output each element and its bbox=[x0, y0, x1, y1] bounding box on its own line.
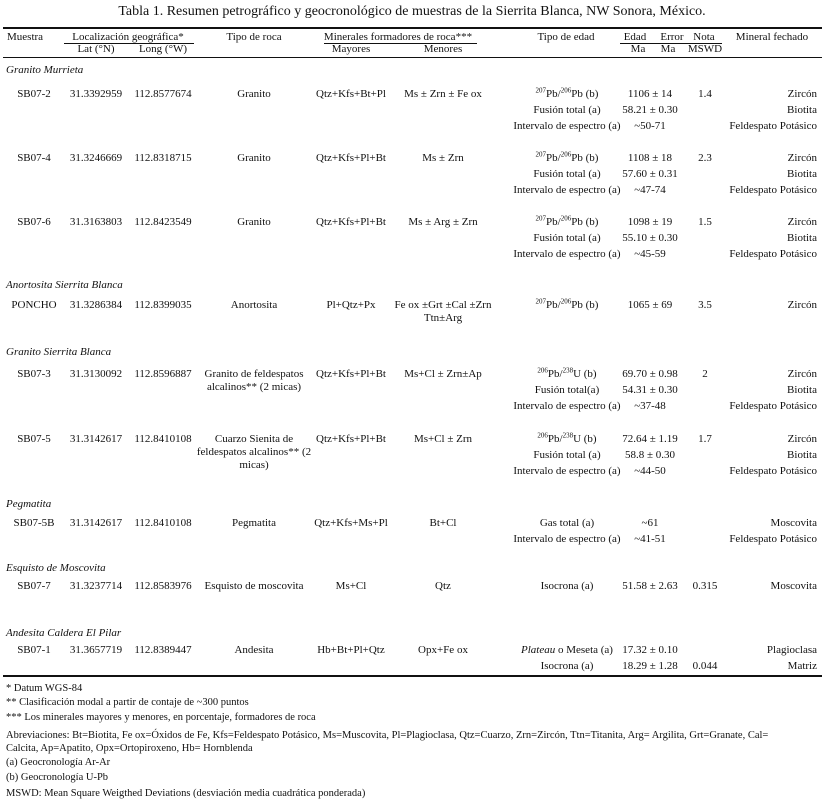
rock-type: Cuarzo Sienita de feldespatos alcalinos** (2 micas) bbox=[196, 433, 312, 471]
sample-long: 112.8389447 bbox=[134, 644, 192, 656]
dated-mineral: Zircón bbox=[787, 433, 817, 445]
dated-mineral: Plagioclasa bbox=[766, 644, 817, 656]
dated-mineral: Zircón bbox=[787, 216, 817, 228]
sample-lat: 31.3142617 bbox=[69, 433, 123, 445]
dated-mineral: Zircón bbox=[787, 88, 817, 100]
header-bottom-rule bbox=[3, 57, 822, 58]
dated-mineral: Biotita bbox=[787, 232, 817, 244]
age-value: ~44-50 bbox=[634, 465, 666, 477]
sample-long: 112.8583976 bbox=[134, 580, 192, 592]
group-label: Esquisto de Moscovita bbox=[6, 562, 106, 574]
age-type: Gas total (a) bbox=[539, 517, 595, 529]
dated-mineral: Feldespato Potásico bbox=[729, 184, 817, 196]
age-type: Intervalo de espectro (a) bbox=[513, 465, 621, 477]
mswd-value: 0.044 bbox=[692, 660, 718, 672]
group-label: Anortosita Sierrita Blanca bbox=[6, 279, 123, 291]
age-type: $^{206}$Pb/$^{238}$U (b) bbox=[537, 431, 597, 445]
sample-id: SB07-2 bbox=[17, 88, 51, 100]
footnote-1: * Datum WGS-84 bbox=[6, 683, 83, 694]
dated-mineral: Feldespato Potásico bbox=[729, 248, 817, 260]
age-value: 1098 ± 19 bbox=[627, 216, 673, 228]
header-lat: Lat (°N) bbox=[77, 43, 115, 55]
sample-lat: 31.3286384 bbox=[69, 299, 123, 311]
dated-mineral: Biotita bbox=[787, 168, 817, 180]
sample-long: 112.8318715 bbox=[134, 152, 192, 164]
age-type: Fusión total(a) bbox=[534, 384, 600, 396]
age-value: 1108 ± 18 bbox=[627, 152, 673, 164]
sample-long: 112.8423549 bbox=[134, 216, 192, 228]
age-type: Intervalo de espectro (a) bbox=[513, 533, 621, 545]
dated-mineral: Moscovita bbox=[770, 517, 817, 529]
dated-mineral: Feldespato Potásico bbox=[729, 533, 817, 545]
minerals-menores: Ms ± Zrn ± Fe ox bbox=[404, 88, 482, 100]
age-type: Fusión total (a) bbox=[533, 232, 601, 244]
footnote-3: *** Los minerales mayores y menores, en porcentaje, formadores de roca bbox=[6, 712, 316, 723]
header-minerales: Minerales formadores de roca*** bbox=[323, 31, 473, 43]
rock-type: Anortosita bbox=[230, 299, 278, 311]
age-value: ~50-71 bbox=[634, 120, 666, 132]
header-edad-unit: Ma bbox=[630, 43, 646, 55]
age-value: 51.58 ± 2.63 bbox=[622, 580, 678, 592]
group-label: Granito Murrieta bbox=[6, 64, 84, 76]
header-tipo-edad: Tipo de edad bbox=[537, 31, 595, 43]
rock-type: Andesita bbox=[234, 644, 274, 656]
header-mayores: Mayores bbox=[331, 43, 371, 55]
mswd-value: 1.5 bbox=[698, 216, 712, 228]
sample-long: 112.8577674 bbox=[134, 88, 192, 100]
age-value: 69.70 ± 0.98 bbox=[622, 368, 678, 380]
age-value: 1065 ± 69 bbox=[627, 299, 673, 311]
minerals-menores: Opx+Fe ox bbox=[418, 644, 468, 656]
header-long: Long (°W) bbox=[138, 43, 188, 55]
bottom-rule bbox=[3, 675, 822, 677]
sample-long: 112.8399035 bbox=[134, 299, 192, 311]
mswd-value: 0.315 bbox=[692, 580, 718, 592]
age-type: Intervalo de espectro (a) bbox=[513, 400, 621, 412]
sample-lat: 31.3130092 bbox=[69, 368, 123, 380]
mswd-value: 1.7 bbox=[698, 433, 712, 445]
age-type: $^{207}$Pb/$^{206}$Pb (b) bbox=[535, 86, 599, 100]
age-type: Isocrona (a) bbox=[540, 660, 594, 672]
group-label: Granito Sierrita Blanca bbox=[6, 346, 112, 358]
age-value: 72.64 ± 1.19 bbox=[622, 433, 678, 445]
age-value: ~41-51 bbox=[634, 533, 666, 545]
age-type: Fusión total (a) bbox=[533, 168, 601, 180]
footnote-mswd: MSWD: Mean Square Weigthed Deviations (desviación media cuadrática ponderada) bbox=[6, 788, 366, 799]
age-type: $^{207}$Pb/$^{206}$Pb (b) bbox=[535, 297, 599, 311]
header-muestra: Muestra bbox=[7, 31, 44, 43]
dated-mineral: Matriz bbox=[787, 660, 817, 672]
age-value: ~37-48 bbox=[634, 400, 666, 412]
sample-lat: 31.3163803 bbox=[69, 216, 123, 228]
age-value: ~61 bbox=[641, 517, 659, 529]
minerals-mayores: Qtz+Kfs+Ms+Pl bbox=[314, 517, 388, 529]
dated-mineral: Biotita bbox=[787, 384, 817, 396]
dated-mineral: Feldespato Potásico bbox=[729, 465, 817, 477]
age-type: Fusión total (a) bbox=[533, 104, 601, 116]
header-menores: Menores bbox=[423, 43, 463, 55]
header-localizacion: Localización geográfica* bbox=[72, 31, 184, 43]
age-type: Plateau o Meseta (a) bbox=[521, 644, 613, 656]
minerals-mayores: Qtz+Kfs+Bt+Pl bbox=[316, 88, 386, 100]
table-title: Tabla 1. Resumen petrográfico y geocronológico de muestras de la Sierrita Blanca, NW Sonora, México. bbox=[118, 4, 706, 19]
sample-lat: 31.3237714 bbox=[69, 580, 123, 592]
sample-id: SB07-4 bbox=[17, 152, 51, 164]
minerals-mayores: Qtz+Kfs+Pl+Bt bbox=[316, 216, 386, 228]
age-value: 54.31 ± 0.30 bbox=[622, 384, 678, 396]
age-value: ~45-59 bbox=[634, 248, 666, 260]
dated-mineral: Feldespato Potásico bbox=[729, 120, 817, 132]
sample-lat: 31.3142617 bbox=[69, 517, 123, 529]
rock-type: Granito bbox=[237, 152, 271, 164]
age-value: 57.60 ± 0.31 bbox=[622, 168, 678, 180]
footnote-b: (b) Geocronología U-Pb bbox=[6, 772, 109, 783]
dated-mineral: Moscovita bbox=[770, 580, 817, 592]
minerals-mayores: Qtz+Kfs+Pl+Bt bbox=[316, 368, 386, 380]
age-type: $^{207}$Pb/$^{206}$Pb (b) bbox=[535, 150, 599, 164]
age-value: 18.29 ± 1.28 bbox=[622, 660, 678, 672]
minerals-menores: Qtz bbox=[435, 580, 451, 592]
sample-lat: 31.3246669 bbox=[69, 152, 123, 164]
rock-type: Granito bbox=[237, 216, 271, 228]
minerals-menores: Bt+Cl bbox=[429, 517, 457, 529]
sample-lat: 31.3657719 bbox=[69, 644, 123, 656]
header-nota-sub: MSWD bbox=[687, 43, 723, 55]
minerals-mayores: Qtz+Kfs+Pl+Bt bbox=[316, 152, 386, 164]
mswd-value: 3.5 bbox=[698, 299, 712, 311]
sample-id: SB07-1 bbox=[17, 644, 51, 656]
age-type: Isocrona (a) bbox=[540, 580, 594, 592]
sample-id: SB07-5B bbox=[13, 517, 55, 529]
dated-mineral: Biotita bbox=[787, 104, 817, 116]
sample-id: SB07-7 bbox=[17, 580, 51, 592]
footnote-a: (a) Geocronología Ar-Ar bbox=[6, 757, 111, 768]
age-type: $^{207}$Pb/$^{206}$Pb (b) bbox=[535, 214, 599, 228]
rock-type: Granito bbox=[237, 88, 271, 100]
age-value: 58.21 ± 0.30 bbox=[622, 104, 678, 116]
dated-mineral: Zircón bbox=[787, 299, 817, 311]
minerals-menores: Fe ox ±Grt ±Cal ±Zrn Ttn±Arg bbox=[394, 299, 492, 324]
group-label: Pegmatita bbox=[6, 498, 52, 510]
footnote-2: ** Clasificación modal a partir de contaje de ~300 puntos bbox=[6, 697, 249, 708]
rock-type: Pegmatita bbox=[232, 517, 276, 529]
sample-lat: 31.3392959 bbox=[69, 88, 123, 100]
rock-type: Granito de feldespatos alcalinos** (2 micas) bbox=[204, 368, 304, 393]
sample-id: PONCHO bbox=[11, 299, 57, 311]
sample-id: SB07-6 bbox=[17, 216, 51, 228]
minerals-mayores: Qtz+Kfs+Pl+Bt bbox=[316, 433, 386, 445]
age-type: Fusión total (a) bbox=[533, 449, 601, 461]
age-type: Intervalo de espectro (a) bbox=[513, 120, 621, 132]
group-label: Andesita Caldera El Pilar bbox=[6, 627, 122, 639]
minerals-mayores: Pl+Qtz+Px bbox=[326, 299, 376, 311]
sample-id: SB07-3 bbox=[17, 368, 51, 380]
header-nota: Nota bbox=[693, 31, 715, 43]
dated-mineral: Zircón bbox=[787, 152, 817, 164]
footnote-abbrev: Abreviaciones: Bt=Biotita, Fe ox=Óxidos de Fe, Kfs=Feldespato Potásico, Ms=Muscovita, Pl=Plagioclasa, Qtz=Cuarzo, Zrn=Zircón, Ttn=Titanita, Arg= Argilita, Grt=Granate, Cal= Calcita, Ap=Apatito, Opx=Ortopiroxeno, Hb= Hornblenda bbox=[6, 730, 769, 754]
rock-type: Esquisto de moscovita bbox=[204, 580, 304, 592]
mswd-value: 2 bbox=[702, 368, 708, 380]
minerals-mayores: Hb+Bt+Pl+Qtz bbox=[317, 644, 385, 656]
mswd-value: 1.4 bbox=[698, 88, 712, 100]
age-value: 1106 ± 14 bbox=[627, 88, 673, 100]
sample-id: SB07-5 bbox=[17, 433, 51, 445]
age-value: 58.8 ± 0.30 bbox=[624, 449, 676, 461]
age-type: $^{206}$Pb/$^{238}$U (b) bbox=[537, 366, 597, 380]
minerals-mayores: Ms+Cl bbox=[335, 580, 367, 592]
minerals-menores: Ms+Cl ± Zrn bbox=[413, 433, 473, 445]
dated-mineral: Feldespato Potásico bbox=[729, 400, 817, 412]
header-error: Error bbox=[660, 31, 684, 43]
minerals-menores: Ms+Cl ± Zrn±Ap bbox=[404, 368, 482, 380]
dated-mineral: Biotita bbox=[787, 449, 817, 461]
age-value: ~47-74 bbox=[634, 184, 666, 196]
age-value: 55.10 ± 0.30 bbox=[622, 232, 678, 244]
age-type: Intervalo de espectro (a) bbox=[513, 248, 621, 260]
header-mineral: Mineral fechado bbox=[735, 31, 809, 43]
minerals-menores: Ms ± Zrn bbox=[422, 152, 464, 164]
header-edad: Edad bbox=[623, 31, 647, 43]
sample-long: 112.8596887 bbox=[134, 368, 192, 380]
age-type: Intervalo de espectro (a) bbox=[513, 184, 621, 196]
header-tipo-roca: Tipo de roca bbox=[226, 31, 282, 43]
minerals-menores: Ms ± Arg ± Zrn bbox=[408, 216, 478, 228]
top-rule bbox=[3, 27, 822, 29]
age-value: 17.32 ± 0.10 bbox=[622, 644, 678, 656]
mswd-value: 2.3 bbox=[698, 152, 712, 164]
sample-long: 112.8410108 bbox=[134, 517, 192, 529]
header-error-unit: Ma bbox=[660, 43, 676, 55]
dated-mineral: Zircón bbox=[787, 368, 817, 380]
sample-long: 112.8410108 bbox=[134, 433, 192, 445]
